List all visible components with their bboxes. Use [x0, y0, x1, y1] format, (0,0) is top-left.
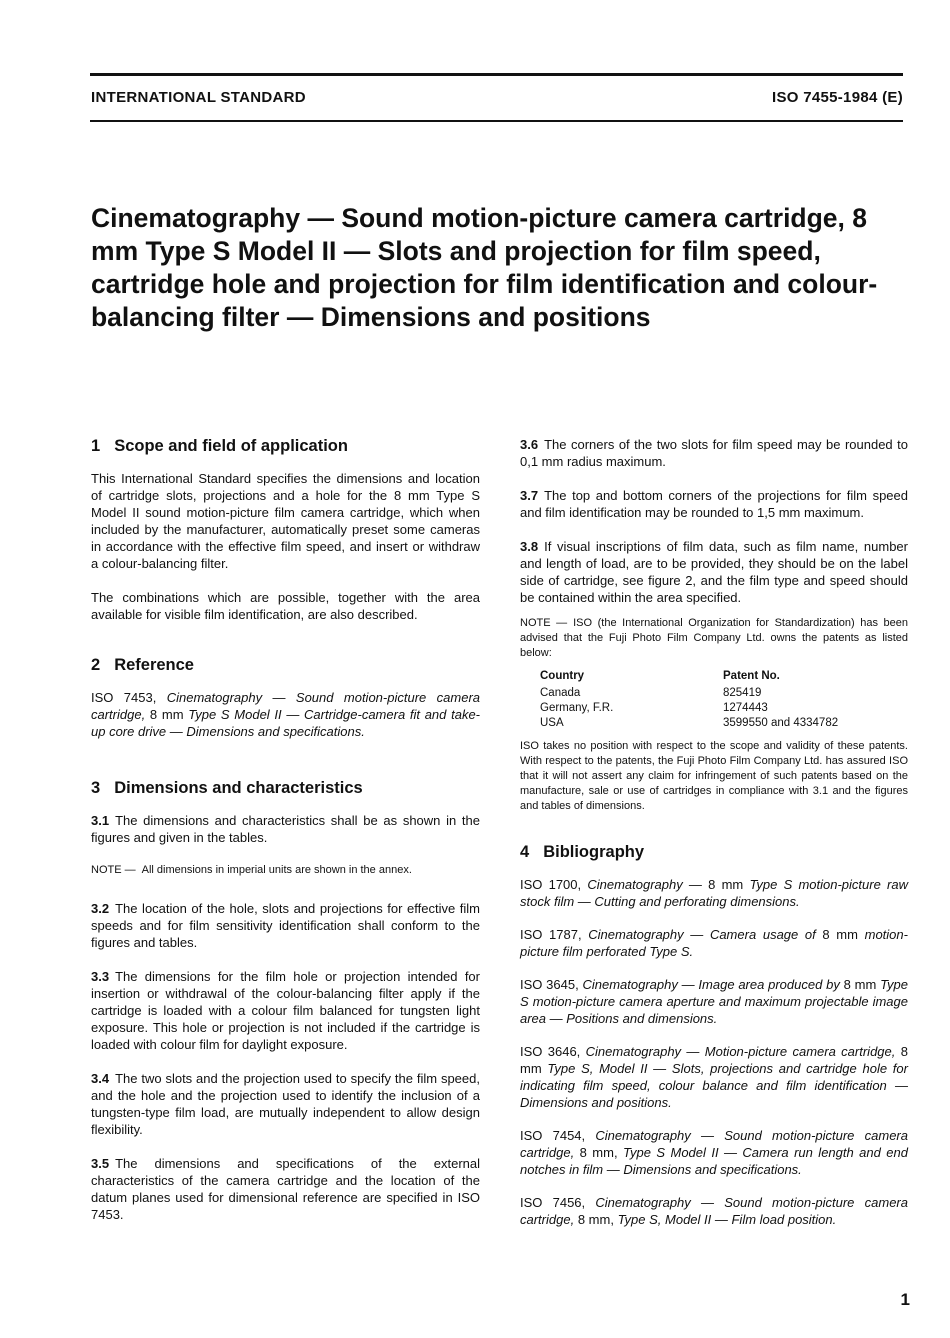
patent-country: USA [540, 717, 564, 729]
section-4-heading [520, 842, 908, 862]
column-header-patent: Patent No. [723, 670, 780, 682]
entry-title-part-2: Type S Model II — Camera run length and end notches in film — Dimensions and specifications. [520, 1145, 908, 1177]
entry-title-part-1: Cinematography — Sound motion-picture camera cartridge, [520, 1195, 908, 1227]
note-label: NOTE — [91, 864, 136, 876]
clause-3-5 [91, 1155, 480, 1223]
section-title: Dimensions and characteristics [114, 779, 363, 797]
note-patents [520, 616, 908, 661]
scope-paragraph-2: The combinations which are possible, together with the area available for visible film identification, are also described. [91, 590, 480, 622]
entry-title-part-2: Type S motion-picture raw stock film — Cutting and perforating dimensions. [520, 877, 908, 909]
entry-code: ISO 7454, [520, 1128, 586, 1143]
reference-paragraph [91, 689, 480, 740]
entry-size: 8 mm [843, 977, 877, 992]
ref-title-part-1: Cinematography — Sound motion-picture camera cartridge, [91, 690, 480, 722]
clause-number: 3.1 [91, 813, 110, 828]
entry-size: 8 mm [520, 1044, 908, 1076]
column-header-country: Country [540, 670, 585, 682]
entry-code: ISO 3645, [520, 977, 579, 992]
entry-title-part-1: Cinematography — Sound motion-picture camera cartridge, [520, 1128, 908, 1160]
section-1-heading [91, 436, 480, 456]
patent-country: Germany, F.R. [540, 702, 614, 714]
note-imperial-units [91, 863, 480, 878]
entry-code: ISO 7456, [520, 1195, 586, 1210]
clause-text: The dimensions and characteristics shall be as shown in the figures and given in the tables. [91, 813, 480, 845]
section-number: 4 [520, 843, 530, 861]
left-column [91, 436, 480, 1223]
bibliography-entry [520, 876, 908, 910]
section-2-heading [91, 655, 480, 675]
section-number: 2 [91, 656, 101, 674]
clause-number: 3.3 [91, 969, 110, 984]
patent-number: 3599550 and 4334782 [723, 717, 839, 729]
page-number: 1 [900, 1290, 910, 1309]
clause-text: The location of the hole, slots and projections for effective film speeds and for film sensitivity identification shall conform to the figures and tables. [91, 901, 480, 950]
section-title: Reference [114, 656, 194, 674]
ref-size: 8 mm [149, 707, 184, 722]
entry-title-part-2: Type S motion-picture camera aperture and maximum projectable image area — Positions and dimensions. [520, 977, 908, 1026]
entry-title-part-2: Type S, Model II — Film load position. [617, 1212, 837, 1227]
entry-title-part-1: Cinematography — Camera usage of [588, 927, 816, 942]
bibliography-list [520, 876, 908, 1228]
entry-code: ISO 3646, [520, 1044, 581, 1059]
entry-title-part-1: Cinematography — Motion-picture camera cartridge, [585, 1044, 896, 1059]
entry-title-part-1: Cinematography — Image area produced by [582, 977, 840, 992]
entry-code: ISO 1700, [520, 877, 582, 892]
clause-text: The two slots and the projection used to specify the film speed, and the hole and the projection used to identify the inclusion of a tungsten-type film load, are mutually independent to allow design flexibility. [91, 1071, 480, 1137]
patent-table [540, 669, 838, 731]
clause-3-8 [520, 538, 908, 606]
clause-number: 3.4 [91, 1071, 110, 1086]
entry-size: 8 mm, [579, 1145, 618, 1160]
patent-number: 1274443 [723, 702, 768, 714]
bibliography-entry [520, 1194, 908, 1228]
header-rule-top [90, 73, 903, 76]
patent-number: 825419 [723, 687, 762, 699]
entry-title-part-2: motion-picture film perforated Type S. [520, 927, 908, 959]
section-title: Scope and field of application [114, 437, 348, 455]
clause-3-1 [91, 812, 480, 846]
note-patents-disclaimer: ISO takes no position with respect to the scope and validity of these patents. With respect to the patents, the Fuji Photo Film Company Ltd. has assured ISO that it will not assert any claim for infringement of such patents based on the manufacture, sale or use of cartridges in compliance with 3.1 and the figures and tables of dimensions. [520, 740, 908, 812]
note-label: NOTE — [520, 617, 568, 629]
note-text: All dimensions in imperial units are shown in the annex. [141, 864, 412, 876]
entry-title-part-1: Cinematography — [587, 877, 702, 892]
ref-title-part-2: Type S Model II — Cartridge-camera fit and take-up core drive — Dimensions and specifications. [91, 707, 481, 739]
clause-number: 3.7 [520, 488, 539, 503]
clause-number: 3.5 [91, 1156, 110, 1171]
clause-text: The top and bottom corners of the projections for film speed and film identification may be rounded to 1,5 mm maximum. [520, 488, 908, 520]
header-standard-label: INTERNATIONAL STANDARD [91, 89, 306, 106]
clause-number: 3.8 [520, 539, 539, 554]
clause-3-3 [91, 968, 480, 1053]
note-text: ISO (the International Organization for Standardization) has been advised that the Fuji Photo Film Company Ltd. owns the patents as listed below: [520, 617, 908, 659]
clause-3-2 [91, 900, 480, 951]
clause-3-4 [91, 1070, 480, 1138]
section-number: 3 [91, 779, 101, 797]
section-3-heading [91, 778, 480, 798]
scope-paragraph-1: This International Standard specifies the dimensions and location of cartridge slots, projections and a hole for the 8 mm Type S Model II sound motion-picture film camera cartridge, which when included by the manufacturer, automatically preset some cameras in accordance with the effective film speed, and insert or withdraw a colour-balancing filter. [91, 471, 480, 571]
ref-code: ISO 7453, [91, 690, 157, 705]
bibliography-entry [520, 1127, 908, 1178]
entry-code: ISO 1787, [520, 927, 582, 942]
entry-size: 8 mm [708, 877, 744, 892]
entry-size: 8 mm [822, 927, 858, 942]
section-title: Bibliography [543, 843, 645, 861]
document-title: Cinematography — Sound motion-picture camera cartridge, 8 mm Type S Model II — Slots and projection for film speed, cartridge hole and projection for film identification and colour-balancing filter — Dimensions and positions [91, 203, 878, 332]
table-row [540, 716, 838, 731]
clause-text: The corners of the two slots for film speed may be rounded to 0,1 mm radius maximum. [520, 437, 908, 469]
entry-title-part-2: Type S, Model II — Slots, projections and cartridge hole for indicating film speed, colour balance and film identification — Dimensions and positions. [520, 1061, 908, 1110]
header-standard-number: ISO 7455-1984 (E) [771, 89, 903, 106]
clause-text: The dimensions for the film hole or projection intended for insertion or withdrawal of the colour-balancing filter apply if the cartridge is loaded with a colour film balanced for tungsten light exposure. This hole or projection is not included if the cartridge is loaded with colour film for daylight exposure. [91, 969, 480, 1052]
clause-number: 3.2 [91, 901, 110, 916]
clause-3-6 [520, 436, 908, 470]
bibliography-entry [520, 1043, 908, 1111]
clause-3-7 [520, 487, 908, 521]
clause-number: 3.6 [520, 437, 539, 452]
table-row [540, 701, 838, 716]
right-column [520, 436, 908, 1244]
clause-text: If visual inscriptions of film data, such as film name, number and length of load, are to be provided, they should be on the label side of cartridge, see figure 2, and the film type and speed should be contained within the area specified. [520, 539, 908, 605]
patent-table-header [540, 669, 838, 686]
table-row [540, 686, 838, 701]
bibliography-entry [520, 976, 908, 1027]
entry-size: 8 mm, [577, 1212, 614, 1227]
section-number: 1 [91, 437, 101, 455]
clause-text: The dimensions and specifications of the external characteristics of the camera cartridge and the location of the datum planes used for dimensional reference are specified in ISO 7453. [91, 1156, 480, 1222]
patent-country: Canada [540, 687, 581, 699]
header-rule-bottom [90, 120, 903, 122]
bibliography-entry [520, 926, 908, 960]
